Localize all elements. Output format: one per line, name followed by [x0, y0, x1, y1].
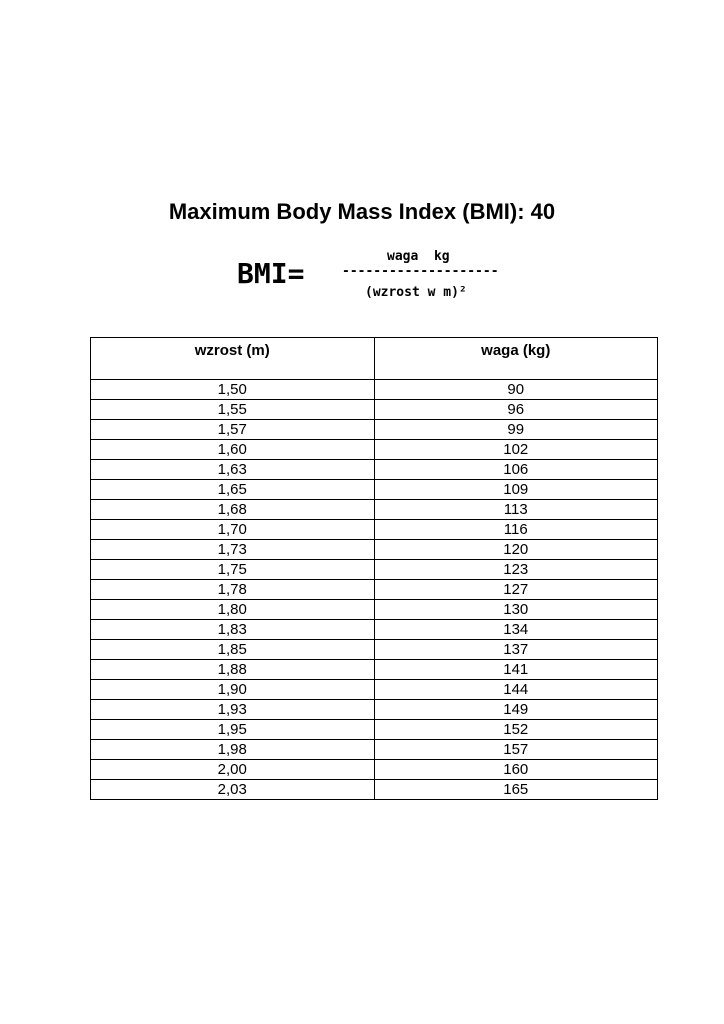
table-row	[91, 620, 658, 640]
height-cell: 1,57	[91, 420, 375, 440]
height-cell: 1,73	[91, 540, 375, 560]
weight-cell: 116	[374, 520, 658, 540]
weight-cell: 130	[374, 600, 658, 620]
header-weight: waga (kg)	[374, 338, 658, 380]
height-cell: 1,70	[91, 520, 375, 540]
table-row	[91, 600, 658, 620]
table-row	[91, 560, 658, 580]
weight-cell: 152	[374, 720, 658, 740]
height-cell: 1,98	[91, 740, 375, 760]
table-row	[91, 660, 658, 680]
table-row	[91, 480, 658, 500]
table-row	[91, 700, 658, 720]
weight-cell: 157	[374, 740, 658, 760]
weight-cell: 90	[374, 380, 658, 400]
height-cell: 2,03	[91, 780, 375, 800]
page-title: Maximum Body Mass Index (BMI): 40	[168, 199, 556, 224]
height-cell: 1,60	[91, 440, 375, 460]
weight-cell: 123	[374, 560, 658, 580]
height-cell: 1,80	[91, 600, 375, 620]
weight-cell: 127	[374, 580, 658, 600]
table-header-row	[91, 338, 658, 380]
weight-cell: 99	[374, 420, 658, 440]
weight-cell: 141	[374, 660, 658, 680]
formula-divider: --------------------	[342, 264, 499, 279]
table-row	[91, 680, 658, 700]
weight-cell: 144	[374, 680, 658, 700]
weight-cell: 149	[374, 700, 658, 720]
table-row	[91, 500, 658, 520]
table-row	[91, 720, 658, 740]
bmi-table	[90, 337, 658, 800]
weight-cell: 96	[374, 400, 658, 420]
height-cell: 1,63	[91, 460, 375, 480]
height-cell: 1,93	[91, 700, 375, 720]
height-cell: 1,95	[91, 720, 375, 740]
height-cell: 1,83	[91, 620, 375, 640]
table-row	[91, 640, 658, 660]
weight-cell: 109	[374, 480, 658, 500]
table-body	[91, 380, 658, 800]
formula-label: BMI=	[237, 257, 305, 290]
table-row	[91, 420, 658, 440]
weight-cell: 137	[374, 640, 658, 660]
weight-cell: 106	[374, 460, 658, 480]
weight-cell: 165	[374, 780, 658, 800]
bmi-formula	[0, 0, 724, 320]
height-cell: 1,65	[91, 480, 375, 500]
table-row	[91, 760, 658, 780]
table-row	[91, 400, 658, 420]
height-cell: 1,55	[91, 400, 375, 420]
table-row	[91, 580, 658, 600]
height-cell: 1,90	[91, 680, 375, 700]
weight-cell: 134	[374, 620, 658, 640]
height-cell: 2,00	[91, 760, 375, 780]
table-row	[91, 540, 658, 560]
table-row	[91, 740, 658, 760]
weight-cell: 120	[374, 540, 658, 560]
table-row	[91, 380, 658, 400]
height-cell: 1,88	[91, 660, 375, 680]
header-height: wzrost (m)	[91, 338, 375, 380]
weight-cell: 113	[374, 500, 658, 520]
table-row	[91, 440, 658, 460]
height-cell: 1,75	[91, 560, 375, 580]
height-cell: 1,85	[91, 640, 375, 660]
formula-numerator: waga kg	[387, 249, 450, 264]
height-cell: 1,50	[91, 380, 375, 400]
table-row	[91, 520, 658, 540]
weight-cell: 102	[374, 440, 658, 460]
height-cell: 1,78	[91, 580, 375, 600]
table-row	[91, 780, 658, 800]
weight-cell: 160	[374, 760, 658, 780]
formula-denominator: (wzrost w m)²	[365, 285, 467, 300]
height-cell: 1,68	[91, 500, 375, 520]
table-row	[91, 460, 658, 480]
